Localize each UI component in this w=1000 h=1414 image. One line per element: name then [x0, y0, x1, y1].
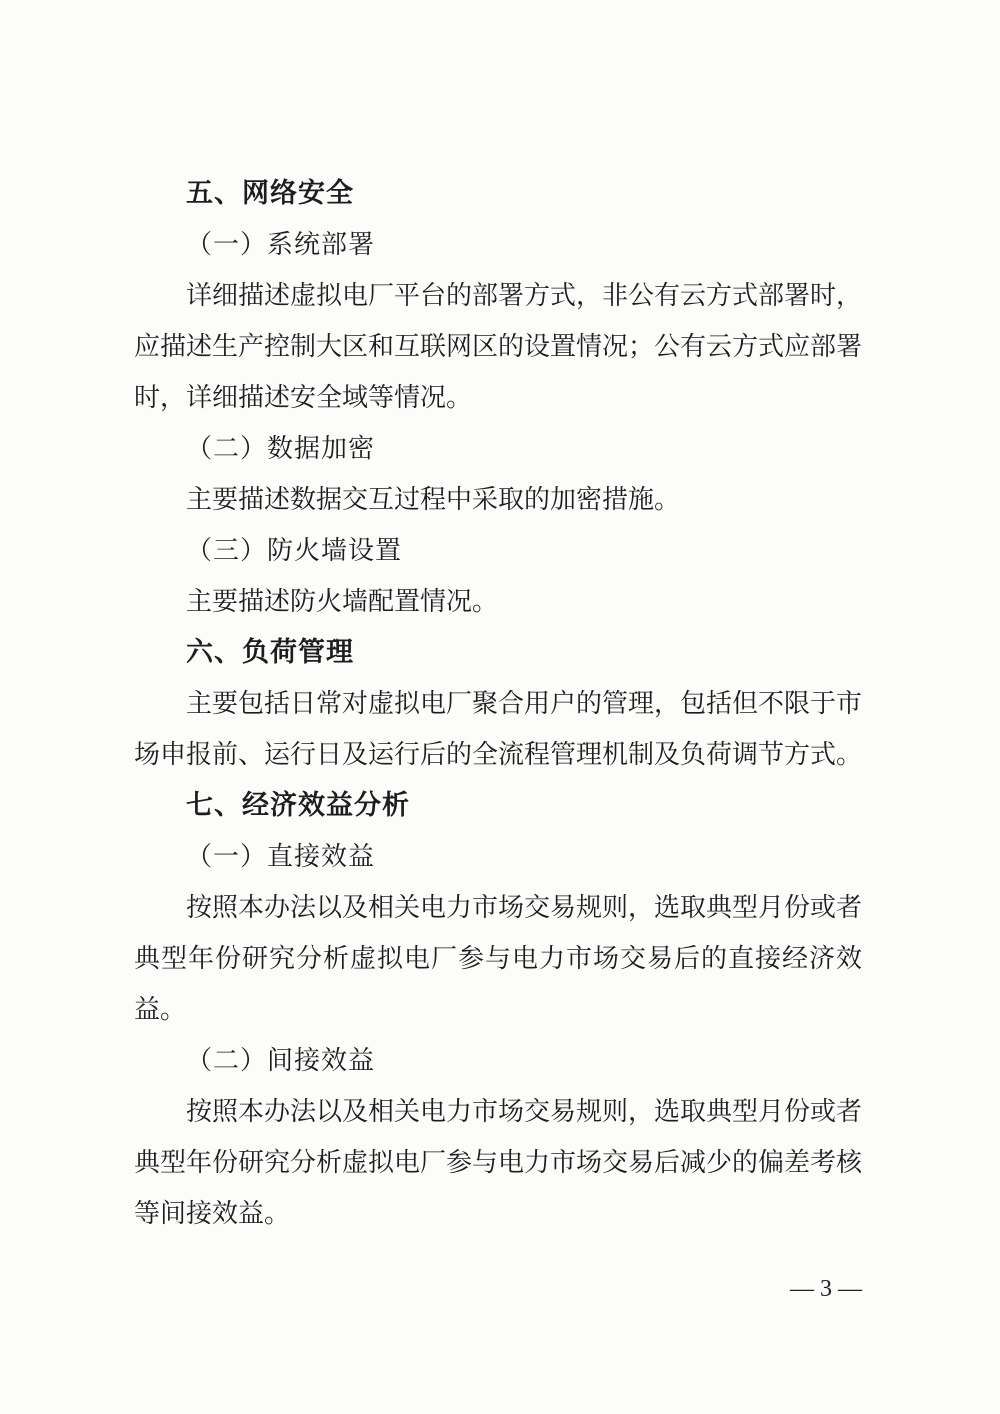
page-number: — 3 —: [790, 1276, 862, 1302]
document-body: [134, 168, 862, 1239]
section-heading-load-management: 六、负荷管理: [186, 637, 354, 667]
subheading-indirect-benefit: （二）间接效益: [186, 1046, 376, 1075]
section-heading-network-security: 五、网络安全: [186, 178, 354, 208]
paragraph-load-management: 主要包括日常对虚拟电厂聚合用户的管理，包括但不限于市场申报前、运行日及运行后的全流程管理机制及负荷调节方式。: [134, 689, 863, 769]
section-heading-economic-benefit: 七、经济效益分析: [186, 790, 410, 820]
subheading-data-encryption: （二）数据加密: [186, 434, 376, 463]
subheading-firewall-settings: （三）防火墙设置: [186, 536, 403, 565]
paragraph-data-encryption: 主要描述数据交互过程中采取的加密措施。: [186, 485, 681, 514]
subheading-direct-benefit: （一）直接效益: [186, 842, 376, 871]
paragraph-firewall-settings: 主要描述防火墙配置情况。: [186, 587, 499, 616]
paragraph-system-deployment: 详细描述虚拟电厂平台的部署方式，非公有云方式部署时，应描述生产控制大区和互联网区的设置情况；公有云方式应部署时，详细描述安全域等情况。: [134, 281, 863, 412]
paragraph-direct-benefit: 按照本办法以及相关电力市场交易规则，选取典型月份或者典型年份研究分析虚拟电厂参与电力市场交易后的直接经济效益。: [134, 893, 863, 1024]
paragraph-indirect-benefit: 按照本办法以及相关电力市场交易规则，选取典型月份或者典型年份研究分析虚拟电厂参与电力市场交易后减少的偏差考核等间接效益。: [134, 1097, 863, 1228]
subheading-system-deployment: （一）系统部署: [186, 230, 376, 259]
